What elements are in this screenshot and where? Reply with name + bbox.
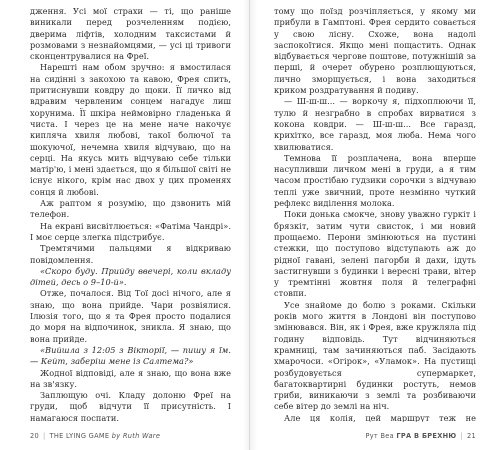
book-title: ГРА В БРЕХНЮ <box>396 432 457 440</box>
author-name: Ruth Ware <box>122 432 161 440</box>
right-page-footer: Рут Веа ГРА В БРЕХНЮ | 21 <box>365 432 476 440</box>
right-page <box>250 0 500 450</box>
paragraph: «Скоро буду. Прийду ввечері, коли вкладу дітей, десь о 9–10-й». <box>30 265 231 288</box>
author-name: Рут Веа <box>365 432 394 440</box>
left-page-text <box>30 6 231 422</box>
right-page-text <box>274 6 476 422</box>
paragraph: Нарешті нам обом зручно: я вмостилася на сидінні з закохою та кавою, Фрея спить, притиснувши ковдру до щоки. Її личко від вдравим червленим сонцем нагадує лиш хорунима. Її шкіра неймовірно гладенька й чиста. І через це на мене наче накочує кипляча хвиля любові, такої болючої та шокуючої, нечемна хвиля відчуваю, що на серці. На якусь мить відчуваю себе тільки матір'ю, і мені здається, що я більшої світі не існує нікого, крім нас двох у цих променях сонця й любові. <box>30 62 231 197</box>
paragraph: Темнова її розплачена, вона вперше насупливши личком мені в груди, а я тим часом простібаю гудзики сорочки з відчуваю теплі уже звичний, проте незмінно чуткий рефлекс виділення молока. <box>274 152 476 209</box>
paragraph: — Ш-ш-ш... — воркочу я, підхоплюючи її, тулю й незграбно в спробах вирватися з коконa ковдри. — Ш-ш-ш... Все гаразд, крихітко, все гаразд, моя люба. Нема чого хвилюватися. <box>274 96 476 152</box>
paragraph: Аж раптом я розумію, що дзвонить мій телефон. <box>30 198 231 220</box>
page-number: 21 <box>467 432 476 440</box>
paragraph: На екрані висвітлюється: «Фатіма Чандрі». І моє серце злегка підстрибує. <box>30 220 231 242</box>
paragraph: тому що поїзд розчіпляється, у якому ми прибули в Гамптоні. Фрея сердито совається у свою лісну. Схоже, вона надолі заспокоїтися. Якщо мені пощастить. Однак відбувається чергове поштове, потужнішій за перші, й очерет обурено розплющуються, лично зморщується, і вона заходиться криком роздратування й подиву. <box>274 6 476 96</box>
book-title: THE LYING GAME <box>49 432 110 440</box>
paragraph: «Вийшла з 12:05 з Вікторії, — пишу я їм. — Кейт, заберіш мене із Салтема?» <box>30 344 231 367</box>
left-page-footer: 20 | THE LYING GAME by Ruth Ware <box>30 432 161 440</box>
paragraph: Усе знайоме до болю з роками. Скільки років мого життя в Лондоні він поступово змінювався. Він, як і Фрея, вже кружляла під годину відповідь. Тут відчиняються крамниці, там зачиняються паб. Засідають хмарочоси. «Огірок», «Уламок». На пустищі розбудовується супермаркет, багатоквартирні будинки ростуть, немов гриби, виникаючи з землі та розбиваючи себе вітер до землі на ніч. <box>274 299 476 412</box>
paragraph: Отже, почалося. Від Тої досі нічого, але я знаю, що вона прийде. Чари розвіялися. Ілюзія того, що я та Фрея просто подалися до моря на відпочинок, зникла. Я знаю, що вона прийде. <box>30 288 231 344</box>
paragraph: дження. Усі мої страхи — ті, що раніше виникали перед розчеленням подією, дверима ліфтів, холодним таксистами й розмовами з незнайомцями, — усі ці тривоги сконцентрувалися на Фреї. <box>30 6 231 62</box>
paragraph: Тремтячими пальцями я відкриваю повідомлення. <box>30 243 231 265</box>
footer-by: by <box>111 432 121 440</box>
paragraph: Жодної відповіді, але я знаю, що вона вже на зв'язку. <box>30 367 231 389</box>
paragraph: Заплющую очі. Кладу долоню Фреї на груди, щоб відчути її присутність. І намагаюся поспати. <box>30 390 231 422</box>
page-number: 20 <box>30 432 39 440</box>
paragraph: Але ця колія, цей маршрут теж не <box>284 412 476 422</box>
paragraph: Поки донька смокче, знову уважно гуркіт і брязкіт, затим чути свисток, і ми новий прощаємо. Перони змінюються на пустині стежки, що поступово відступають аж до рідної гавані, зелені пагорби й дахи, ідуть застигнувши з будинки і вересні трави, вітер у тремтінні жовтня поля й телеграфні стовпи. <box>274 209 476 299</box>
